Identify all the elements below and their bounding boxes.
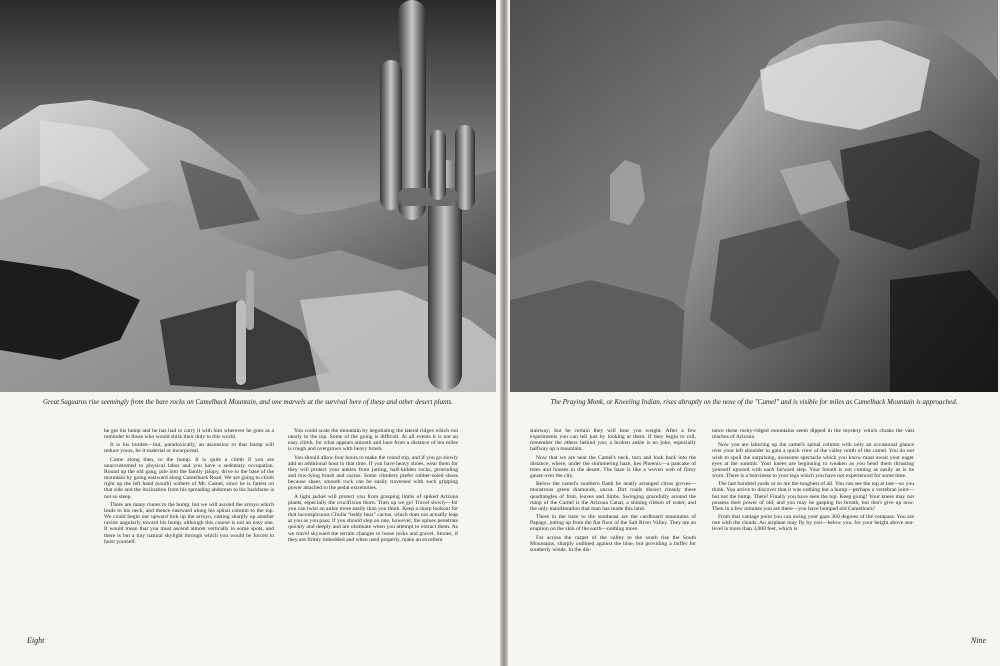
praying-monk-rock-formation-photo-icon — [510, 0, 998, 392]
paragraph: From that vantage point you can swing your gaze 360 degrees of the compass. You are one with the clouds. An airplane may fly by you—below you, for your height above sea-level is more than 3,000 feet, which is — [712, 514, 914, 533]
article-column-4 — [712, 428, 914, 535]
paragraph: It is his burden—but, paradoxically, an ascension to that hump will reduce yours, be it material or incorporeal. — [104, 442, 274, 455]
paragraph: The last hundred yards or so are the toughest of all. You can see the top at last—so you think. You arrive to discover that it was nothing but a hump—perhaps a vertebrae joint—but not the hump. There! Finally you have seen the top. Keep going! Your knees may not possess their power of old, and you may be gasping for breath, but don't give up now. Then in a few minutes you are there—you have humped old Camelback! — [712, 481, 914, 512]
page-number: Eight — [27, 636, 45, 645]
photo-caption: The Praying Monk, or Kneeling Indian, rises abruptly on the nose of the "Camel" and is visible for miles as Camelback Mountain is approached. — [550, 398, 958, 406]
paragraph: You should allow four hours to make the round trip, and if you go slowly add an additional hour to that time. If you have heavy shoes, wear them for they will protect your ankles from jutting, half-hidden rocks, protruding and low-lying brush and cactus. Some climbers prefer rubber-soled shoes because sheer, smooth rock can be easily traversed with such gripping power attached to the pedal extremities. — [288, 454, 458, 492]
paragraph: Below the camel's southern flank lie neatly arranged citrus groves— monstrous green diamonds, uncut. Dirt roads dissect cleanly these quadrangles of fruit, leaves and limbs. Swinging gracefully around the rump of the Camel is the Arizona Canal, a shining ribbon of water, and the only manifestation that man has made this land. — [530, 481, 696, 512]
paragraph: Now you are laboring up the camel's spinal column with only an occasional glance over your left shoulder to gain a quick view of the valley north of the camel. You do not wish to spoil the surprising, awesome spectacle which you know must await your eager eyes at the summit. Your knees are beginning to weaken as you bend them thrusting yourself upward with each forward step. Your breath is not coming as easily as is its wont. There is a heaviness to your legs which you have not experienced for some time. — [712, 442, 914, 480]
paragraph: A light jacket will protect you from grasping limbs of spiked Arizona plants, especially the crucifixion thorn. Then up we go! Travel slowly—for you can twist an ankle more easily than you think. Keep a sharp lookout for that inconspicuous Cholla "teddy bear" cactus, which does not actually leap at you as you pass; if you should step on one, however, the spines penetrate quickly and deeply and are obstinate when you attempt to extract them. As we travel skyward the terrain changes to loose rocks and gravel. Stones, if they are firmly imbedded and when used properly, make an excellent — [288, 493, 458, 543]
saguaro-cactus-on-rocks-photo-icon — [0, 0, 496, 392]
article-column-2 — [288, 428, 458, 545]
paragraph: tance these rocky-ridged mountains seem dipped in the mystery which cloaks the vast reaches of Arizona. — [712, 428, 914, 441]
paragraph: Far across the carpet of the valley to the south rise the South Mountains, sharply outlined against the blue, but providing a buffer for southerly winds. In the dis- — [530, 534, 696, 553]
right-page — [508, 0, 1000, 666]
paragraph: You could scale the mountain by negotiating the lateral ridges which run nearly to the top. Some of the going is difficult. At all events it is not an easy climb, for what appears smooth and bare from a distance of ten miles is rough and overgrown with heavy brush. — [288, 428, 458, 453]
paragraph: There are many routes to the hump, but we will ascend the arroyo which leads to his neck, and thence eastward along his spinal column to the top. We could begin our upward trek up the arroyo, cutting sharply up another ravine angularly toward his hump, although this course is not an easy one. It would mean that you must ascend almost vertically in some spots, and there is but a tiny natural skylight through which you would be forced to hoist yourself. — [104, 501, 274, 545]
book-gutter — [500, 0, 508, 666]
article-column-3 — [530, 428, 696, 555]
paragraph: There in the haze to the southeast are the cardboard mountains of Papago, jutting up from the flat floor of the Salt River Valley. They are an eruption on the skin of the earth—nothing more. — [530, 514, 696, 533]
article-column-1 — [104, 428, 274, 547]
paragraph: he got his hump and he has had to carry it with him wherever he goes as a reminder to those who would shirk their duty to this world. — [104, 428, 274, 441]
saguaro-cactus-photo — [0, 0, 496, 392]
paragraph: stairway; but be certain they will bear you weight. After a few experiments you can tell just by looking at them. If they begin to roll, remember the others behind you; a broken ankle is no joke, especially halfway up a mountain. — [530, 428, 696, 453]
paragraph: Come along then, to the hump. It is quite a climb if you are unaccustomed to physical labor and you have a sedentary occupation. Round up the old gang, pile into the family jalopy, drive to the base of the mountain by going eastward along Camelback Road. We are going to climb right up the left hand (south) withers of Mr. Camel, since he is fattest on that side and the inclination from his spreading abdomen to his backbone is not so steep. — [104, 456, 274, 500]
praying-monk-photo — [510, 0, 998, 392]
page-number: Nine — [970, 636, 986, 645]
paragraph: Now that we are near the Camel's neck, turn and look back into the distance, where, under the shimmering haze, lies Phoenix—a pancake of trees and houses in the desert. The haze is like a woven web of filmy gauze over the city. — [530, 454, 696, 480]
photo-caption: Great Saguaros rise seemingly from the bare rocks on Camelback Mountain, and one marvels at the survival here of these and other desert plants. — [42, 398, 454, 406]
